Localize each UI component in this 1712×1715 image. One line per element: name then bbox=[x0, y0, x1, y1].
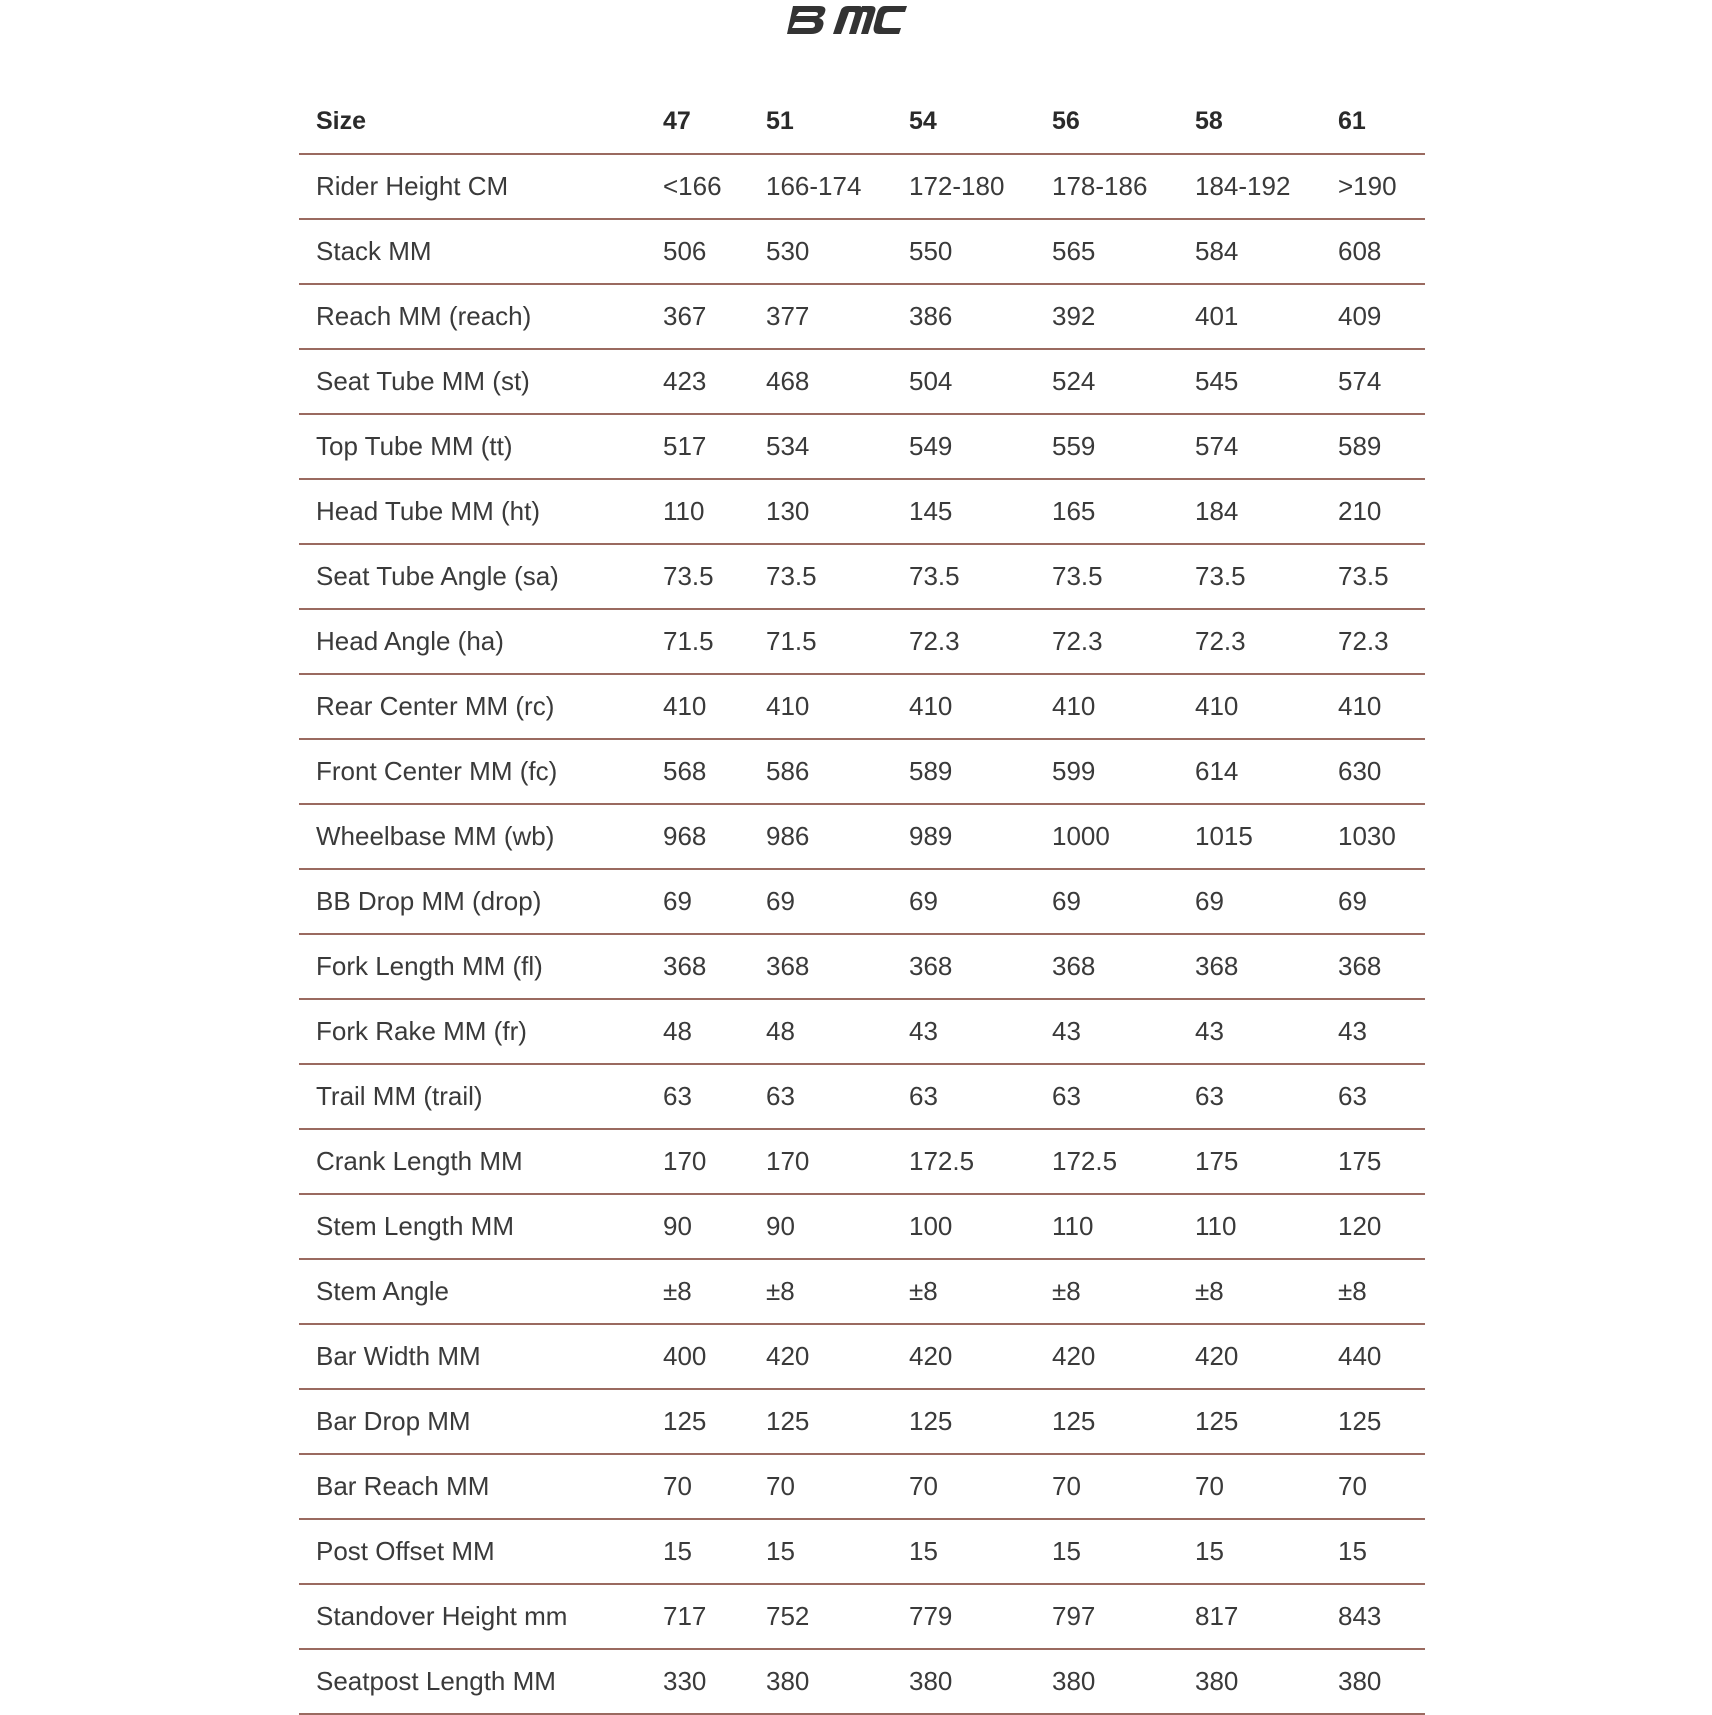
row-label: Head Angle (ha) bbox=[299, 609, 663, 674]
size-header: Size bbox=[299, 90, 663, 154]
table-cell: 184 bbox=[1195, 479, 1338, 544]
table-row bbox=[299, 1519, 1425, 1584]
table-cell: 584 bbox=[1195, 219, 1338, 284]
table-cell: 368 bbox=[1338, 934, 1425, 999]
table-cell: 440 bbox=[1338, 1324, 1425, 1389]
table-cell: 15 bbox=[766, 1519, 909, 1584]
table-cell: 43 bbox=[1195, 999, 1338, 1064]
table-cell: 530 bbox=[766, 219, 909, 284]
table-cell: 410 bbox=[1052, 674, 1195, 739]
table-cell: 125 bbox=[1052, 1389, 1195, 1454]
table-cell: 368 bbox=[766, 934, 909, 999]
table-cell: 70 bbox=[1052, 1454, 1195, 1519]
table-row bbox=[299, 1389, 1425, 1454]
table-cell: 380 bbox=[1195, 1649, 1338, 1714]
table-cell: 90 bbox=[663, 1194, 766, 1259]
row-label: Rider Height CM bbox=[299, 154, 663, 219]
table-cell: 43 bbox=[909, 999, 1052, 1064]
table-cell: 70 bbox=[909, 1454, 1052, 1519]
table-row bbox=[299, 284, 1425, 349]
table-cell: 589 bbox=[1338, 414, 1425, 479]
table-row bbox=[299, 1324, 1425, 1389]
table-cell: 175 bbox=[1338, 1129, 1425, 1194]
bmc-logo bbox=[0, 2, 1712, 43]
size-header-58: 58 bbox=[1195, 90, 1338, 154]
size-header-51: 51 bbox=[766, 90, 909, 154]
table-cell: 517 bbox=[663, 414, 766, 479]
table-cell: 410 bbox=[1338, 674, 1425, 739]
table-cell: 70 bbox=[1195, 1454, 1338, 1519]
size-header-54: 54 bbox=[909, 90, 1052, 154]
table-cell: 989 bbox=[909, 804, 1052, 869]
table-cell: 420 bbox=[1052, 1324, 1195, 1389]
table-cell: 968 bbox=[663, 804, 766, 869]
table-body bbox=[299, 154, 1425, 1714]
table-cell: ±8 bbox=[1338, 1259, 1425, 1324]
table-cell: 524 bbox=[1052, 349, 1195, 414]
table-cell: 1015 bbox=[1195, 804, 1338, 869]
geometry-table bbox=[299, 90, 1425, 1715]
table-cell: 752 bbox=[766, 1584, 909, 1649]
table-cell: 843 bbox=[1338, 1584, 1425, 1649]
table-cell: 71.5 bbox=[663, 609, 766, 674]
table-cell: 48 bbox=[766, 999, 909, 1064]
table-cell: 608 bbox=[1338, 219, 1425, 284]
table-row bbox=[299, 1649, 1425, 1714]
table-cell: 817 bbox=[1195, 1584, 1338, 1649]
table-cell: 550 bbox=[909, 219, 1052, 284]
table-cell: ±8 bbox=[766, 1259, 909, 1324]
table-cell: 125 bbox=[663, 1389, 766, 1454]
table-cell: 545 bbox=[1195, 349, 1338, 414]
table-row bbox=[299, 934, 1425, 999]
size-header-47: 47 bbox=[663, 90, 766, 154]
table-cell: 986 bbox=[766, 804, 909, 869]
table-row bbox=[299, 609, 1425, 674]
table-row bbox=[299, 349, 1425, 414]
table-cell: 368 bbox=[909, 934, 1052, 999]
table-cell: 367 bbox=[663, 284, 766, 349]
table-cell: 72.3 bbox=[1338, 609, 1425, 674]
table-cell: 15 bbox=[1195, 1519, 1338, 1584]
table-row bbox=[299, 1129, 1425, 1194]
table-cell: 377 bbox=[766, 284, 909, 349]
table-cell: 72.3 bbox=[1052, 609, 1195, 674]
table-cell: 549 bbox=[909, 414, 1052, 479]
table-row bbox=[299, 544, 1425, 609]
table-cell: 574 bbox=[1195, 414, 1338, 479]
table-cell: 184-192 bbox=[1195, 154, 1338, 219]
table-cell: 100 bbox=[909, 1194, 1052, 1259]
table-cell: 172-180 bbox=[909, 154, 1052, 219]
table-row bbox=[299, 1064, 1425, 1129]
size-header-56: 56 bbox=[1052, 90, 1195, 154]
table-cell: 72.3 bbox=[909, 609, 1052, 674]
row-label: Rear Center MM (rc) bbox=[299, 674, 663, 739]
table-cell: 386 bbox=[909, 284, 1052, 349]
table-cell: 172.5 bbox=[909, 1129, 1052, 1194]
table-cell: 568 bbox=[663, 739, 766, 804]
table-cell: 120 bbox=[1338, 1194, 1425, 1259]
size-header-61: 61 bbox=[1338, 90, 1425, 154]
table-cell: 73.5 bbox=[1195, 544, 1338, 609]
row-label: Head Tube MM (ht) bbox=[299, 479, 663, 544]
table-cell: 380 bbox=[909, 1649, 1052, 1714]
table-cell: 599 bbox=[1052, 739, 1195, 804]
table-cell: 63 bbox=[663, 1064, 766, 1129]
table-cell: 69 bbox=[909, 869, 1052, 934]
table-cell: 420 bbox=[909, 1324, 1052, 1389]
table-cell: 178-186 bbox=[1052, 154, 1195, 219]
table-row bbox=[299, 479, 1425, 544]
table-cell: 110 bbox=[663, 479, 766, 544]
table-cell: ±8 bbox=[1052, 1259, 1195, 1324]
row-label: BB Drop MM (drop) bbox=[299, 869, 663, 934]
table-cell: 125 bbox=[1338, 1389, 1425, 1454]
table-cell: 410 bbox=[663, 674, 766, 739]
row-label: Fork Rake MM (fr) bbox=[299, 999, 663, 1064]
table-cell: 110 bbox=[1195, 1194, 1338, 1259]
table-row bbox=[299, 219, 1425, 284]
table-cell: 559 bbox=[1052, 414, 1195, 479]
table-cell: >190 bbox=[1338, 154, 1425, 219]
table-cell: 69 bbox=[1195, 869, 1338, 934]
table-cell: 110 bbox=[1052, 1194, 1195, 1259]
table-cell: 63 bbox=[766, 1064, 909, 1129]
row-label: Reach MM (reach) bbox=[299, 284, 663, 349]
table-cell: 586 bbox=[766, 739, 909, 804]
table-cell: 70 bbox=[663, 1454, 766, 1519]
table-cell: 380 bbox=[1052, 1649, 1195, 1714]
row-label: Seatpost Length MM bbox=[299, 1649, 663, 1714]
table-row bbox=[299, 154, 1425, 219]
table-cell: 69 bbox=[1338, 869, 1425, 934]
table-row bbox=[299, 804, 1425, 869]
table-row bbox=[299, 999, 1425, 1064]
table-cell: 71.5 bbox=[766, 609, 909, 674]
table-cell: 410 bbox=[766, 674, 909, 739]
table-row bbox=[299, 414, 1425, 479]
table-header-row bbox=[299, 90, 1425, 154]
row-label: Stem Angle bbox=[299, 1259, 663, 1324]
table-cell: 368 bbox=[1052, 934, 1195, 999]
table-cell: ±8 bbox=[909, 1259, 1052, 1324]
table-cell: 69 bbox=[663, 869, 766, 934]
table-cell: 125 bbox=[766, 1389, 909, 1454]
table-cell: 145 bbox=[909, 479, 1052, 544]
table-cell: 368 bbox=[663, 934, 766, 999]
row-label: Stem Length MM bbox=[299, 1194, 663, 1259]
row-label: Fork Length MM (fl) bbox=[299, 934, 663, 999]
table-cell: 779 bbox=[909, 1584, 1052, 1649]
table-cell: 400 bbox=[663, 1324, 766, 1389]
table-cell: 15 bbox=[663, 1519, 766, 1584]
table-cell: 63 bbox=[909, 1064, 1052, 1129]
table-cell: 15 bbox=[1338, 1519, 1425, 1584]
table-cell: 130 bbox=[766, 479, 909, 544]
table-cell: 504 bbox=[909, 349, 1052, 414]
table-row bbox=[299, 1454, 1425, 1519]
table-cell: 73.5 bbox=[1338, 544, 1425, 609]
table-cell: 73.5 bbox=[766, 544, 909, 609]
table-cell: 73.5 bbox=[1052, 544, 1195, 609]
table-cell: 574 bbox=[1338, 349, 1425, 414]
table-cell: 506 bbox=[663, 219, 766, 284]
row-label: Top Tube MM (tt) bbox=[299, 414, 663, 479]
table-cell: 380 bbox=[766, 1649, 909, 1714]
table-cell: 48 bbox=[663, 999, 766, 1064]
row-label: Crank Length MM bbox=[299, 1129, 663, 1194]
table-cell: 210 bbox=[1338, 479, 1425, 544]
table-cell: 90 bbox=[766, 1194, 909, 1259]
table-cell: 420 bbox=[1195, 1324, 1338, 1389]
table-cell: <166 bbox=[663, 154, 766, 219]
table-cell: 170 bbox=[663, 1129, 766, 1194]
table-cell: 63 bbox=[1338, 1064, 1425, 1129]
row-label: Seat Tube MM (st) bbox=[299, 349, 663, 414]
table-cell: 72.3 bbox=[1195, 609, 1338, 674]
table-cell: 380 bbox=[1338, 1649, 1425, 1714]
table-cell: 1000 bbox=[1052, 804, 1195, 869]
table-cell: 368 bbox=[1195, 934, 1338, 999]
row-label: Wheelbase MM (wb) bbox=[299, 804, 663, 869]
table-cell: 166-174 bbox=[766, 154, 909, 219]
table-cell: 70 bbox=[766, 1454, 909, 1519]
table-cell: 125 bbox=[1195, 1389, 1338, 1454]
table-cell: 125 bbox=[909, 1389, 1052, 1454]
table-cell: 401 bbox=[1195, 284, 1338, 349]
row-label: Post Offset MM bbox=[299, 1519, 663, 1584]
table-cell: 165 bbox=[1052, 479, 1195, 544]
bmc-logo-mark bbox=[785, 2, 909, 38]
row-label: Front Center MM (fc) bbox=[299, 739, 663, 804]
row-label: Seat Tube Angle (sa) bbox=[299, 544, 663, 609]
table-row bbox=[299, 1259, 1425, 1324]
table-cell: 392 bbox=[1052, 284, 1195, 349]
table-cell: 69 bbox=[766, 869, 909, 934]
table-cell: 717 bbox=[663, 1584, 766, 1649]
table-cell: 43 bbox=[1052, 999, 1195, 1064]
table-row bbox=[299, 674, 1425, 739]
table-cell: 63 bbox=[1195, 1064, 1338, 1129]
row-label: Bar Width MM bbox=[299, 1324, 663, 1389]
table-cell: ±8 bbox=[663, 1259, 766, 1324]
table-row bbox=[299, 869, 1425, 934]
table-cell: 589 bbox=[909, 739, 1052, 804]
table-cell: 534 bbox=[766, 414, 909, 479]
table-cell: 630 bbox=[1338, 739, 1425, 804]
table-row bbox=[299, 1194, 1425, 1259]
row-label: Bar Drop MM bbox=[299, 1389, 663, 1454]
table-row bbox=[299, 739, 1425, 804]
table-cell: 468 bbox=[766, 349, 909, 414]
table-cell: 423 bbox=[663, 349, 766, 414]
row-label: Trail MM (trail) bbox=[299, 1064, 663, 1129]
table-cell: 614 bbox=[1195, 739, 1338, 804]
table-cell: 15 bbox=[1052, 1519, 1195, 1584]
table-cell: 170 bbox=[766, 1129, 909, 1194]
table-cell: 565 bbox=[1052, 219, 1195, 284]
table-cell: 409 bbox=[1338, 284, 1425, 349]
table-cell: 15 bbox=[909, 1519, 1052, 1584]
table-cell: ±8 bbox=[1195, 1259, 1338, 1324]
table-cell: 70 bbox=[1338, 1454, 1425, 1519]
table-cell: 420 bbox=[766, 1324, 909, 1389]
table-cell: 63 bbox=[1052, 1064, 1195, 1129]
table-cell: 175 bbox=[1195, 1129, 1338, 1194]
row-label: Bar Reach MM bbox=[299, 1454, 663, 1519]
row-label: Standover Height mm bbox=[299, 1584, 663, 1649]
table-cell: 410 bbox=[909, 674, 1052, 739]
table-cell: 172.5 bbox=[1052, 1129, 1195, 1194]
table-cell: 1030 bbox=[1338, 804, 1425, 869]
table-row bbox=[299, 1584, 1425, 1649]
table-cell: 330 bbox=[663, 1649, 766, 1714]
table-cell: 73.5 bbox=[663, 544, 766, 609]
table-cell: 69 bbox=[1052, 869, 1195, 934]
table-cell: 43 bbox=[1338, 999, 1425, 1064]
table-cell: 73.5 bbox=[909, 544, 1052, 609]
row-label: Stack MM bbox=[299, 219, 663, 284]
table-cell: 410 bbox=[1195, 674, 1338, 739]
table-cell: 797 bbox=[1052, 1584, 1195, 1649]
